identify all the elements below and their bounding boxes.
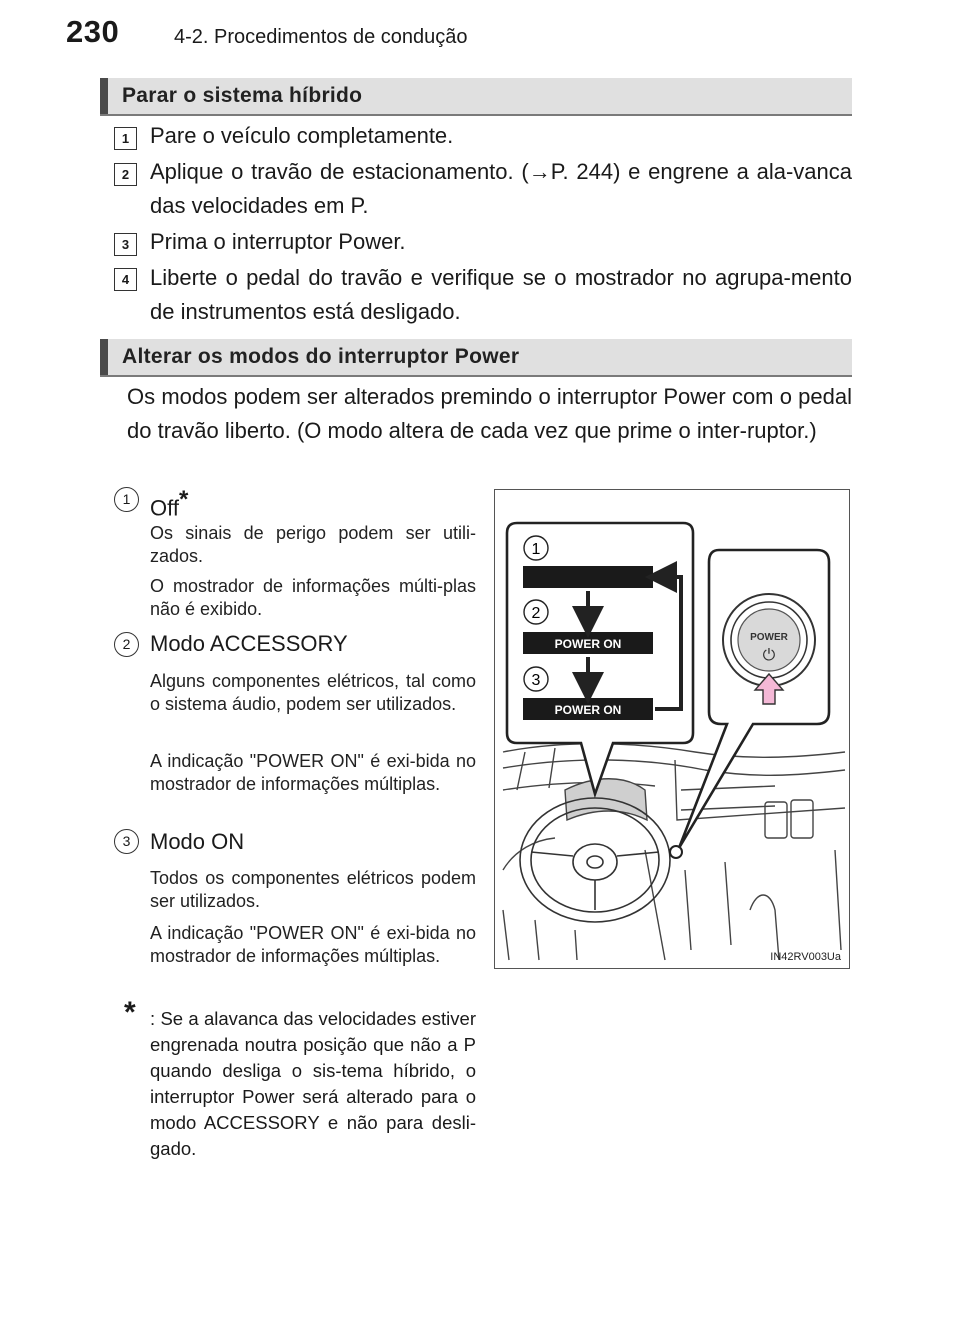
step-text: Liberte o pedal do travão e verifique se o mostrador no agrupa-mento de instrumentos está desligado. — [150, 265, 852, 324]
mode-description: A indicação "POWER ON" é exi-bida no mostrador de informações múltiplas. — [150, 923, 476, 966]
mode-label-2: 2 — [531, 605, 541, 622]
figure-drawing — [495, 490, 849, 968]
mode-title: Modo ACCESSORY — [150, 631, 348, 656]
chapter-title: 4-2. Procedimentos de condução — [174, 26, 468, 48]
step-text: Aplique o travão de estacionamento. (→P. 244) e engrene a ala-vanca das velocidades em P. — [150, 159, 852, 218]
mode-callout — [507, 523, 693, 794]
mode-title: Modo ON — [150, 829, 245, 854]
mode-title-text: Off — [150, 495, 179, 521]
step-number: 2 — [114, 163, 137, 186]
mode-description: Os sinais de perigo podem ser utili-zados. — [150, 523, 476, 566]
switch-callout — [679, 550, 829, 848]
section-title: Alterar os modos do interruptor Power — [122, 345, 520, 368]
mode-label-3: 3 — [531, 672, 541, 689]
section-rule — [100, 114, 852, 116]
step-text: Prima o interruptor Power. — [150, 229, 406, 254]
section-header-bar — [100, 339, 108, 375]
mode-label-1: 1 — [531, 541, 541, 558]
note-text: : Se a alavanca das velocidades estiver engrenada noutra posição que não a P quando desliga o sis-tema híbrido, o interruptor Power será alterado para o modo ACCESSORY e não para desli-gado. — [150, 1008, 476, 1159]
step-number: 1 — [114, 127, 137, 150]
display-on-text: POWER ON — [554, 703, 622, 717]
section-header-bar — [100, 78, 108, 114]
intro-paragraph: Os modos podem ser alterados premindo o interruptor Power com o pedal do travão liberto. (O modo altera de cada vez que prime o inter-ruptor.) — [127, 384, 852, 443]
step-number: 4 — [114, 268, 137, 291]
mode-description: A indicação "POWER ON" é exi-bida no mostrador de informações múltiplas. — [150, 751, 476, 794]
power-button-label: POWER — [750, 632, 788, 643]
mode-number: 2 — [114, 632, 139, 657]
section-header-modes — [100, 339, 852, 375]
mode-title — [150, 486, 188, 521]
mode-description: Todos os componentes elétricos podem ser utilizados. — [150, 868, 476, 911]
page-number: 230 — [66, 14, 120, 49]
step-number: 3 — [114, 233, 137, 256]
section-title: Parar o sistema híbrido — [122, 84, 363, 107]
power-symbol-icon: ⏻ — [762, 645, 776, 664]
mode-description: Alguns componentes elétricos, tal como o sistema áudio, podem ser utilizados. — [150, 671, 476, 714]
section-rule — [100, 375, 852, 377]
mode-number: 3 — [114, 829, 139, 854]
note-asterisk: * — [124, 996, 136, 1029]
power-button — [723, 594, 815, 686]
power-switch-figure — [494, 489, 850, 969]
mode-number: 1 — [114, 487, 139, 512]
asterisk: * — [178, 486, 189, 513]
figure-code: IN42RV003Ua — [770, 951, 841, 963]
display-off-bar — [523, 566, 653, 588]
step-text: Pare o veículo completamente. — [150, 123, 454, 148]
section-header-stop — [100, 78, 852, 114]
mode-description: O mostrador de informações múlti-plas não é exibido. — [150, 576, 476, 619]
display-accessory-text: POWER ON — [554, 637, 622, 651]
